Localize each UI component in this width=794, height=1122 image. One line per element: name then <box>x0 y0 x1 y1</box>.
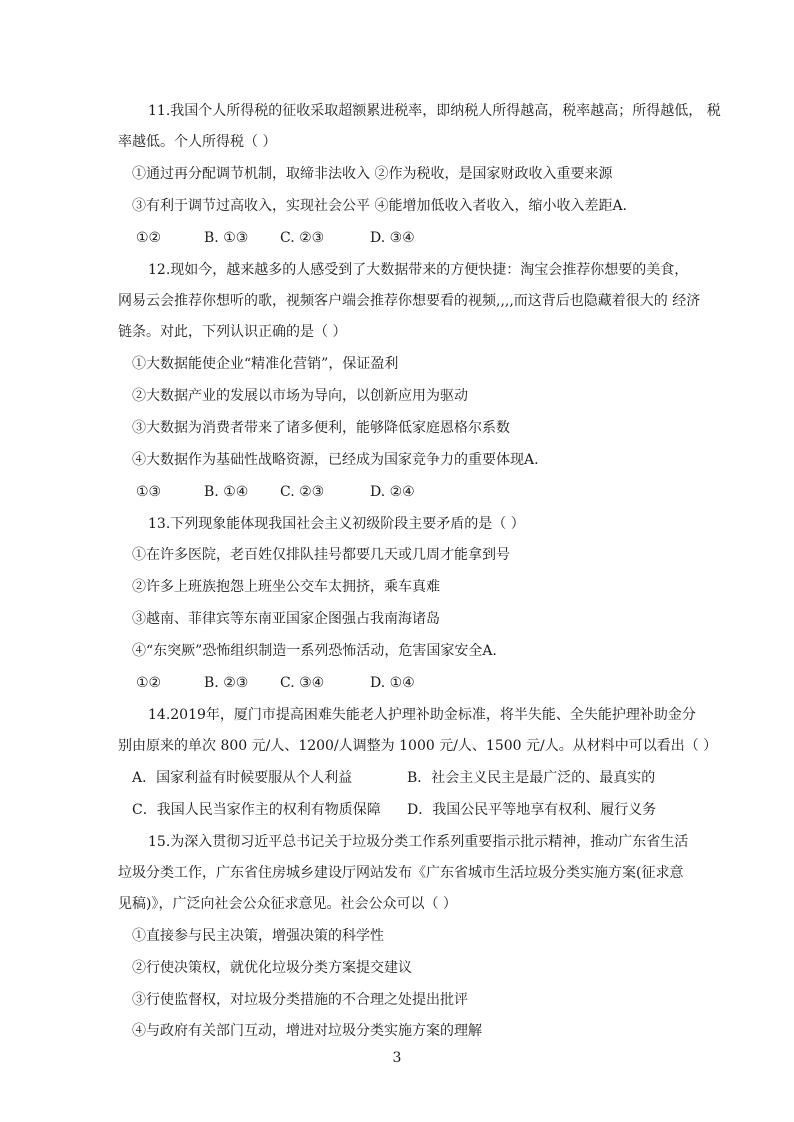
q12-stem-line-3: 链条。对此，下列认识正确的是（ ） <box>118 324 347 340</box>
q15-stem-line-1: 15.为深入贯彻习近平总书记关于垃圾分类工作系列重要指示批示精神，推动广东省生活 <box>148 834 689 850</box>
q13-option-4: ④“东突厥”恐怖组织制造一系列恐怖活动，危害国家安全A. <box>132 643 497 659</box>
q13-choice-d: D. ①④ <box>370 675 415 691</box>
q12-choice-c: C. ②③ <box>280 484 325 500</box>
q15-option-3: ③行使监督权，对垃圾分类措施的不合理之处提出批评 <box>132 992 468 1008</box>
q12-option-2: ②大数据产业的发展以市场为导向，以创新应用为驱动 <box>132 388 468 404</box>
q12-option-1: ①大数据能使企业“精准化营销”，保证盈利 <box>132 356 399 372</box>
q11-choice-a: ①② <box>136 230 162 246</box>
q13-stem-line-1: 13.下列现象能体现我国社会主义初级阶段主要矛盾的是（ ） <box>148 516 525 532</box>
q14-stem-line-1: 14.2019年，厦门市提高困难失能老人护理补助金标准，将半失能、全失能护理补助金分 <box>148 707 696 723</box>
q12-option-4: ④大数据作为基础性战略资源，已经成为国家竞争力的重要体现A. <box>132 452 539 468</box>
q15-option-2: ②行使决策权，就优化垃圾分类方案提交建议 <box>132 960 412 976</box>
q11-choices <box>136 228 415 248</box>
q15-stem-line-2: 垃圾分类工作，广东省住房城乡建设厅网站发布《广东省城市生活垃圾分类实施方案(征求意 <box>118 865 684 881</box>
q12-option-3: ③大数据为消费者带来了诸多便利，能够降低家庭恩格尔系数 <box>132 420 510 436</box>
q13-choice-b: B. ②③ <box>204 675 249 691</box>
q14-choice-d: D．我国公民平等地享有权利、履行义务 <box>407 802 657 818</box>
q11-choice-b: B. ①③ <box>204 230 249 246</box>
q15-option-1: ①直接参与民主决策，增强决策的科学性 <box>132 928 384 944</box>
q12-choice-a: ①③ <box>136 484 162 500</box>
q14-choices-row-2 <box>132 800 656 820</box>
q11-choice-c: C. ②③ <box>280 230 325 246</box>
q13-option-3: ③越南、菲律宾等东南亚国家企图强占我南海诸岛 <box>132 611 440 627</box>
q11-stem-line-1: 11.我国个人所得税的征收采取超额累进税率，即纳税人所得越高，税率越高；所得越低， 税 <box>148 103 721 119</box>
q11-stem-line-2: 率越低。个人所得税（ ） <box>118 134 277 150</box>
q11-options-line-1: ①通过再分配调节机制，取缔非法收入 ②作为税收，是国家财政收入重要来源 <box>132 166 613 182</box>
q13-choice-c: C. ③④ <box>280 675 325 691</box>
q13-option-2: ②许多上班族抱怨上班坐公交车太拥挤，乘车真难 <box>132 579 440 595</box>
q13-choice-a: ①② <box>136 675 162 691</box>
q14-stem-line-2: 别由原来的单次 800 元/人、1200/人调整为 1000 元/人、1500 元/人。从材料中可以看出（ ） <box>118 738 718 754</box>
q15-stem-line-3: 见稿)》，广泛向社会公众征求意见。社会公众可以（ ） <box>118 896 457 912</box>
q12-stem-line-2: 网易云会推荐你想听的歌，视频客户端会推荐你想要看的视频,,,,而这背后也隐藏着很大的 经济 <box>118 293 701 309</box>
q12-choices <box>136 482 415 502</box>
q12-choice-d: D. ②④ <box>370 484 415 500</box>
q11-choice-d: D. ③④ <box>370 230 415 246</box>
q14-choices-row-1 <box>132 768 655 788</box>
q13-option-1: ①在许多医院，老百姓仅排队挂号都要几天或几周才能拿到号 <box>132 547 510 563</box>
q14-choice-c: C．我国人民当家作主的权利有物质保障 <box>132 802 381 818</box>
q14-choice-b: B．社会主义民主是最广泛的、最真实的 <box>407 770 656 786</box>
q14-choice-a: A．国家利益有时候要服从个人利益 <box>132 770 353 786</box>
q13-choices <box>136 673 415 693</box>
q12-stem-line-1: 12.现如今，越来越多的人感受到了大数据带来的方便快捷：淘宝会推荐你想要的美食， <box>148 262 689 278</box>
q15-option-4: ④与政府有关部门互动，增进对垃圾分类实施方案的理解 <box>132 1023 482 1039</box>
page-number: 3 <box>392 1050 402 1066</box>
q11-options-line-2: ③有利于调节过高收入，实现社会公平 ④能增加低收入者收入，缩小收入差距A. <box>132 198 628 214</box>
q12-choice-b: B. ①④ <box>204 484 249 500</box>
